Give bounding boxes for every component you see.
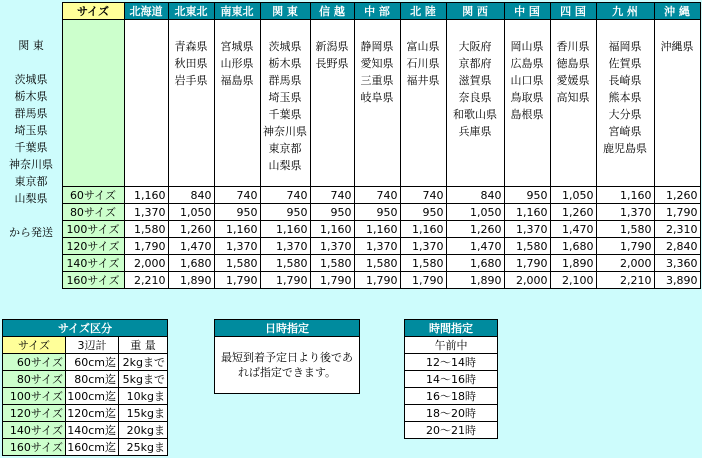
price-cell: 1,160: [260, 221, 310, 238]
prefecture-name: 宮城県: [220, 40, 254, 53]
size-dimension: 160cm迄: [66, 439, 119, 456]
price-row: [2, 272, 700, 289]
size-row: [3, 405, 168, 422]
size-dimension: 140cm迄: [66, 422, 119, 439]
region-prefectures: [654, 20, 700, 187]
price-row: [2, 238, 700, 255]
prefecture-name: 福岡県: [608, 40, 642, 53]
price-cell: 1,260: [168, 221, 214, 238]
size-label: 100サイズ: [62, 221, 124, 238]
price-cell: 950: [504, 187, 550, 204]
price-cell: 740: [400, 187, 446, 204]
time-slot: 午前中: [405, 337, 498, 354]
region-header: 沖 縄: [654, 3, 700, 20]
prefecture-name: 群馬県: [268, 74, 302, 87]
size-name: 140サイズ: [3, 422, 66, 439]
date-box-title: 日時指定: [215, 320, 360, 337]
price-cell: 1,680: [446, 255, 504, 272]
prefecture-name: 愛知県: [360, 57, 394, 70]
prefecture-name: 大阪府: [458, 40, 492, 53]
size-name: 60サイズ: [3, 354, 66, 371]
price-cell: 1,580: [400, 255, 446, 272]
price-cell: 1,160: [504, 204, 550, 221]
price-cell: 1,160: [310, 221, 354, 238]
prefecture-name: 山形県: [220, 57, 254, 70]
size-name: 80サイズ: [3, 371, 66, 388]
price-cell: 1,370: [504, 221, 550, 238]
size-name: 120サイズ: [3, 405, 66, 422]
price-cell: 740: [260, 187, 310, 204]
prefecture-name: 秋田県: [174, 57, 208, 70]
size-table-title: サイズ区分: [3, 320, 168, 337]
region-prefectures: [310, 20, 354, 187]
price-cell: 1,790: [400, 272, 446, 289]
origin-prefecture: 栃木県: [14, 90, 48, 103]
time-slot: 20～21時: [405, 422, 498, 439]
prefecture-name: 神奈川県: [263, 125, 307, 138]
prefecture-name: 島根県: [510, 108, 544, 121]
prefecture-name: 兵庫県: [458, 125, 492, 138]
price-cell: 1,160: [214, 221, 260, 238]
size-weight: 20kgま: [119, 422, 168, 439]
price-cell: 1,260: [550, 204, 596, 221]
region-header: 関 東: [260, 3, 310, 20]
prefecture-name: 沖縄県: [660, 40, 694, 53]
price-cell: 1,580: [504, 238, 550, 255]
price-cell: 1,370: [354, 238, 400, 255]
prefecture-name: 徳島県: [556, 57, 590, 70]
size-row: [3, 422, 168, 439]
size-row: [3, 439, 168, 456]
region-header: 北 陸: [400, 3, 446, 20]
price-cell: 1,370: [400, 238, 446, 255]
size-weight: 10kgま: [119, 388, 168, 405]
time-box: [404, 319, 498, 439]
price-row: [2, 204, 700, 221]
price-cell: 1,370: [260, 238, 310, 255]
price-cell: 1,160: [400, 221, 446, 238]
prefecture-name: 広島県: [510, 57, 544, 70]
prefecture-name: 大分県: [608, 108, 642, 121]
time-slot: 14～16時: [405, 371, 498, 388]
prefecture-name: 千葉県: [268, 108, 302, 121]
region-header: 信 越: [310, 3, 354, 20]
origin-prefecture: 千葉県: [14, 141, 48, 154]
price-cell: 1,050: [168, 204, 214, 221]
price-cell: 1,160: [596, 187, 654, 204]
size-label: 120サイズ: [62, 238, 124, 255]
price-cell: 1,260: [654, 187, 700, 204]
price-row: [2, 187, 700, 204]
price-cell: 1,370: [310, 238, 354, 255]
size-label: 160サイズ: [62, 272, 124, 289]
prefecture-name: 石川県: [406, 57, 440, 70]
region-prefectures: [354, 20, 400, 187]
origin-prefecture: 神奈川県: [9, 158, 53, 171]
region-prefectures: [124, 20, 168, 187]
size-label: 60サイズ: [62, 187, 124, 204]
price-cell: 2,000: [504, 272, 550, 289]
size-weight: 5kgまで: [119, 371, 168, 388]
region-header: 中 国: [504, 3, 550, 20]
prefecture-name: 福井県: [406, 74, 440, 87]
price-cell: 1,790: [124, 238, 168, 255]
price-cell: 740: [310, 187, 354, 204]
price-cell: 1,890: [446, 272, 504, 289]
prefecture-name: 新潟県: [315, 40, 349, 53]
price-cell: 1,160: [354, 221, 400, 238]
price-cell: 1,790: [354, 272, 400, 289]
prefecture-name: 静岡県: [360, 40, 394, 53]
size-table-header: サイズ: [3, 337, 66, 354]
region-header: 北東北: [168, 3, 214, 20]
size-table: [2, 319, 168, 456]
rate-table: [2, 2, 701, 289]
origin-prefecture: 群馬県: [14, 107, 48, 120]
origin-prefecture: 山梨県: [14, 192, 48, 205]
size-dimension: 120cm迄: [66, 405, 119, 422]
prefecture-name: 山口県: [510, 74, 544, 87]
price-cell: 1,790: [310, 272, 354, 289]
price-cell: 1,680: [550, 238, 596, 255]
price-cell: 950: [260, 204, 310, 221]
price-row: [2, 221, 700, 238]
size-weight: 2kgまで: [119, 354, 168, 371]
region-prefectures: [504, 20, 550, 187]
prefecture-name: 和歌山県: [453, 108, 497, 121]
price-cell: 2,100: [550, 272, 596, 289]
size-header: サイズ: [62, 3, 124, 20]
price-cell: 950: [354, 204, 400, 221]
price-cell: 2,310: [654, 221, 700, 238]
price-cell: 840: [168, 187, 214, 204]
price-cell: 740: [354, 187, 400, 204]
prefecture-name: 滋賀県: [458, 74, 492, 87]
price-cell: 1,580: [124, 221, 168, 238]
price-cell: 1,580: [260, 255, 310, 272]
size-row: [3, 354, 168, 371]
region-header: 九 州: [596, 3, 654, 20]
prefecture-name: 岩手県: [174, 74, 208, 87]
size-weight: 15kgま: [119, 405, 168, 422]
price-cell: 1,790: [260, 272, 310, 289]
price-cell: 950: [400, 204, 446, 221]
price-cell: 1,580: [310, 255, 354, 272]
prefecture-name: 東京都: [268, 142, 302, 155]
prefecture-name: 宮崎県: [608, 125, 642, 138]
price-cell: 1,260: [446, 221, 504, 238]
prefecture-name: 栃木県: [268, 57, 302, 70]
prefecture-name: 富山県: [406, 40, 440, 53]
price-cell: 2,000: [596, 255, 654, 272]
price-cell: 1,580: [354, 255, 400, 272]
region-prefectures: [446, 20, 504, 187]
price-cell: 3,360: [654, 255, 700, 272]
price-cell: 840: [446, 187, 504, 204]
size-weight: 25kgま: [119, 439, 168, 456]
price-cell: 1,790: [504, 255, 550, 272]
region-prefectures: [214, 20, 260, 187]
price-cell: 950: [310, 204, 354, 221]
blank-cell: [62, 20, 124, 187]
price-cell: 2,210: [124, 272, 168, 289]
prefecture-name: 青森県: [174, 40, 208, 53]
size-row: [3, 371, 168, 388]
prefecture-name: 岐阜県: [360, 91, 394, 104]
region-header: 南東北: [214, 3, 260, 20]
origin-prefecture: 茨城県: [14, 73, 48, 86]
region-prefectures: [550, 20, 596, 187]
size-label: 140サイズ: [62, 255, 124, 272]
price-cell: 1,050: [446, 204, 504, 221]
price-cell: 1,580: [596, 221, 654, 238]
origin-suffix: から発送: [9, 226, 53, 239]
prefecture-name: 岡山県: [510, 40, 544, 53]
price-cell: 1,790: [596, 238, 654, 255]
prefecture-name: 山梨県: [268, 159, 302, 172]
size-dimension: 100cm迄: [66, 388, 119, 405]
region-prefectures: [260, 20, 310, 187]
price-cell: 1,370: [124, 204, 168, 221]
prefecture-name: 鹿児島県: [603, 142, 647, 155]
price-cell: 1,470: [446, 238, 504, 255]
origin-prefecture: 東京都: [14, 175, 48, 188]
price-cell: 950: [214, 204, 260, 221]
prefecture-name: 埼玉県: [268, 91, 302, 104]
size-label: 80サイズ: [62, 204, 124, 221]
region-header: 北海道: [124, 3, 168, 20]
date-box-text: 最短到着予定日より後であれば指定できます。: [215, 337, 360, 394]
region-prefectures: [400, 20, 446, 187]
prefecture-name: 熊本県: [608, 91, 642, 104]
time-box-title: 時間指定: [405, 320, 498, 337]
prefecture-name: 福島県: [220, 74, 254, 87]
price-cell: 1,160: [124, 187, 168, 204]
region-header: 四 国: [550, 3, 596, 20]
region-prefectures: [168, 20, 214, 187]
size-name: 100サイズ: [3, 388, 66, 405]
prefecture-name: 香川県: [556, 40, 590, 53]
price-cell: 1,470: [550, 221, 596, 238]
region-prefectures: [596, 20, 654, 187]
date-box: [214, 319, 360, 394]
time-slot: 16～18時: [405, 388, 498, 405]
prefecture-name: 奈良県: [458, 91, 492, 104]
size-table-header: 重 量: [119, 337, 168, 354]
price-cell: 1,790: [214, 272, 260, 289]
price-cell: 1,050: [550, 187, 596, 204]
size-table-header: 3辺計: [66, 337, 119, 354]
prefecture-name: 京都府: [458, 57, 492, 70]
prefecture-name: 鳥取県: [510, 91, 544, 104]
prefecture-name: 高知県: [556, 91, 590, 104]
prefecture-name: 佐賀県: [608, 57, 642, 70]
prefecture-name: 長野県: [315, 57, 349, 70]
price-cell: 2,000: [124, 255, 168, 272]
size-dimension: 80cm迄: [66, 371, 119, 388]
size-dimension: 60cm迄: [66, 354, 119, 371]
size-row: [3, 388, 168, 405]
time-slot: 12～14時: [405, 354, 498, 371]
price-cell: 2,840: [654, 238, 700, 255]
price-row: [2, 255, 700, 272]
size-name: 160サイズ: [3, 439, 66, 456]
price-cell: 1,470: [168, 238, 214, 255]
time-slot: 18～20時: [405, 405, 498, 422]
price-cell: 3,890: [654, 272, 700, 289]
price-cell: 2,210: [596, 272, 654, 289]
origin-region: 関 東: [18, 39, 44, 52]
price-cell: 1,890: [168, 272, 214, 289]
prefecture-name: 茨城県: [268, 40, 302, 53]
origin-prefecture: 埼玉県: [14, 124, 48, 137]
price-cell: 1,370: [214, 238, 260, 255]
region-header: 関 西: [446, 3, 504, 20]
price-cell: 1,680: [168, 255, 214, 272]
prefecture-name: 愛媛県: [556, 74, 590, 87]
price-cell: 1,790: [654, 204, 700, 221]
prefecture-name: 三重県: [360, 74, 394, 87]
prefecture-row: [2, 20, 700, 187]
price-cell: 1,580: [214, 255, 260, 272]
region-header-row: [2, 3, 700, 20]
price-cell: 1,890: [550, 255, 596, 272]
price-cell: 740: [214, 187, 260, 204]
price-cell: 1,370: [596, 204, 654, 221]
region-header: 中 部: [354, 3, 400, 20]
prefecture-name: 長崎県: [608, 74, 642, 87]
